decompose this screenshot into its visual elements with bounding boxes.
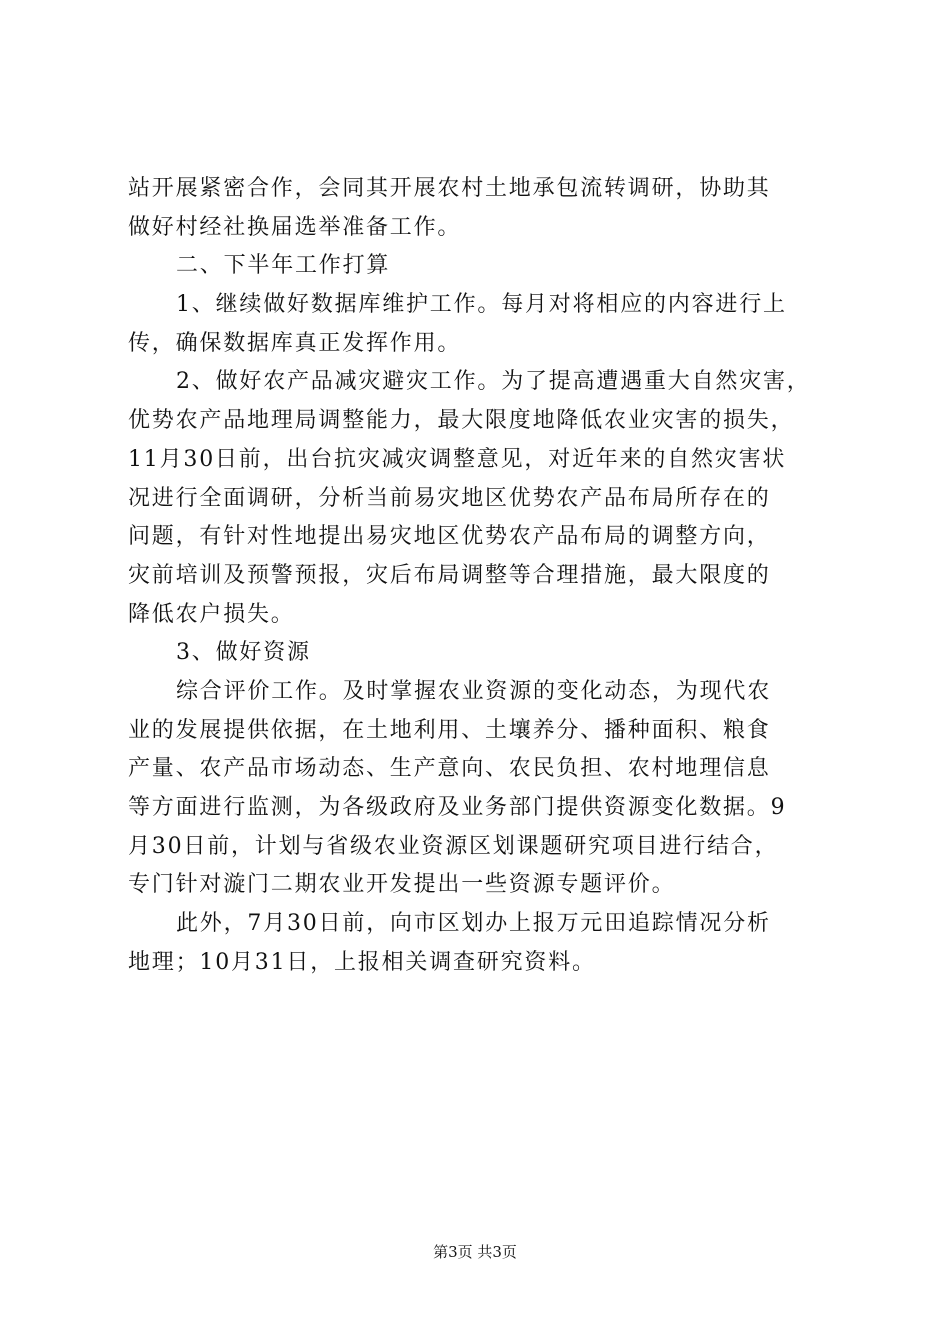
text-line: 二、下半年工作打算	[176, 253, 391, 279]
text-line: 传，确保数据库真正发挥作用。	[128, 330, 462, 356]
page-footer: 第3页 共3页	[433, 1243, 517, 1261]
text-line: 站开展紧密合作，会同其开展农村土地承包流转调研，协助其	[128, 176, 771, 201]
text-line: 问题，有针对性地提出易灾地区优势农产品布局的调整方向，	[128, 524, 771, 550]
text-line: 况进行全面调研，分析当前易灾地区优势农产品布局所存在的	[128, 485, 771, 511]
text-line: 优势农产品地理局调整能力，最大限度地降低农业灾害的损失，	[128, 408, 795, 434]
text-line: 等方面进行监测，为各级政府及业务部门提供资源变化数据。9	[128, 795, 787, 820]
document-body	[128, 170, 828, 982]
text-line: 地理；10月31日，上报相关调查研究资料。	[128, 949, 596, 975]
text-line: 灾前培训及预警预报，灾后布局调整等合理措施，最大限度的	[128, 562, 771, 588]
text-line: 月30日前，计划与省级农业资源区划课题研究项目进行结合，	[128, 833, 779, 859]
text-line: 产量、农产品市场动态、生产意向、农民负担、农村地理信息	[128, 756, 771, 782]
text-line: 11月30日前，出台抗灾减灾调整意见，对近年来的自然灾害状	[128, 446, 787, 472]
text-line: 降低农户损失。	[128, 601, 295, 627]
text-line: 业的发展提供依据，在土地利用、土壤养分、播种面积、粮食	[128, 717, 771, 743]
text-line: 综合评价工作。及时掌握农业资源的变化动态，为现代农	[176, 678, 772, 704]
text-line: 1、继续做好数据库维护工作。每月对将相应的内容进行上	[176, 292, 787, 318]
text-line: 专门针对漩门二期农业开发提出一些资源专题评价。	[128, 872, 676, 898]
text-line: 2、做好农产品减灾避灾工作。为了提高遭遇重大自然灾害，	[176, 369, 811, 395]
text-line: 做好村经社换届选举准备工作。	[128, 214, 462, 240]
text-line: 此外，7月30日前，向市区划办上报万元田追踪情况分析	[176, 911, 771, 937]
text-line: 3、做好资源	[176, 640, 311, 666]
